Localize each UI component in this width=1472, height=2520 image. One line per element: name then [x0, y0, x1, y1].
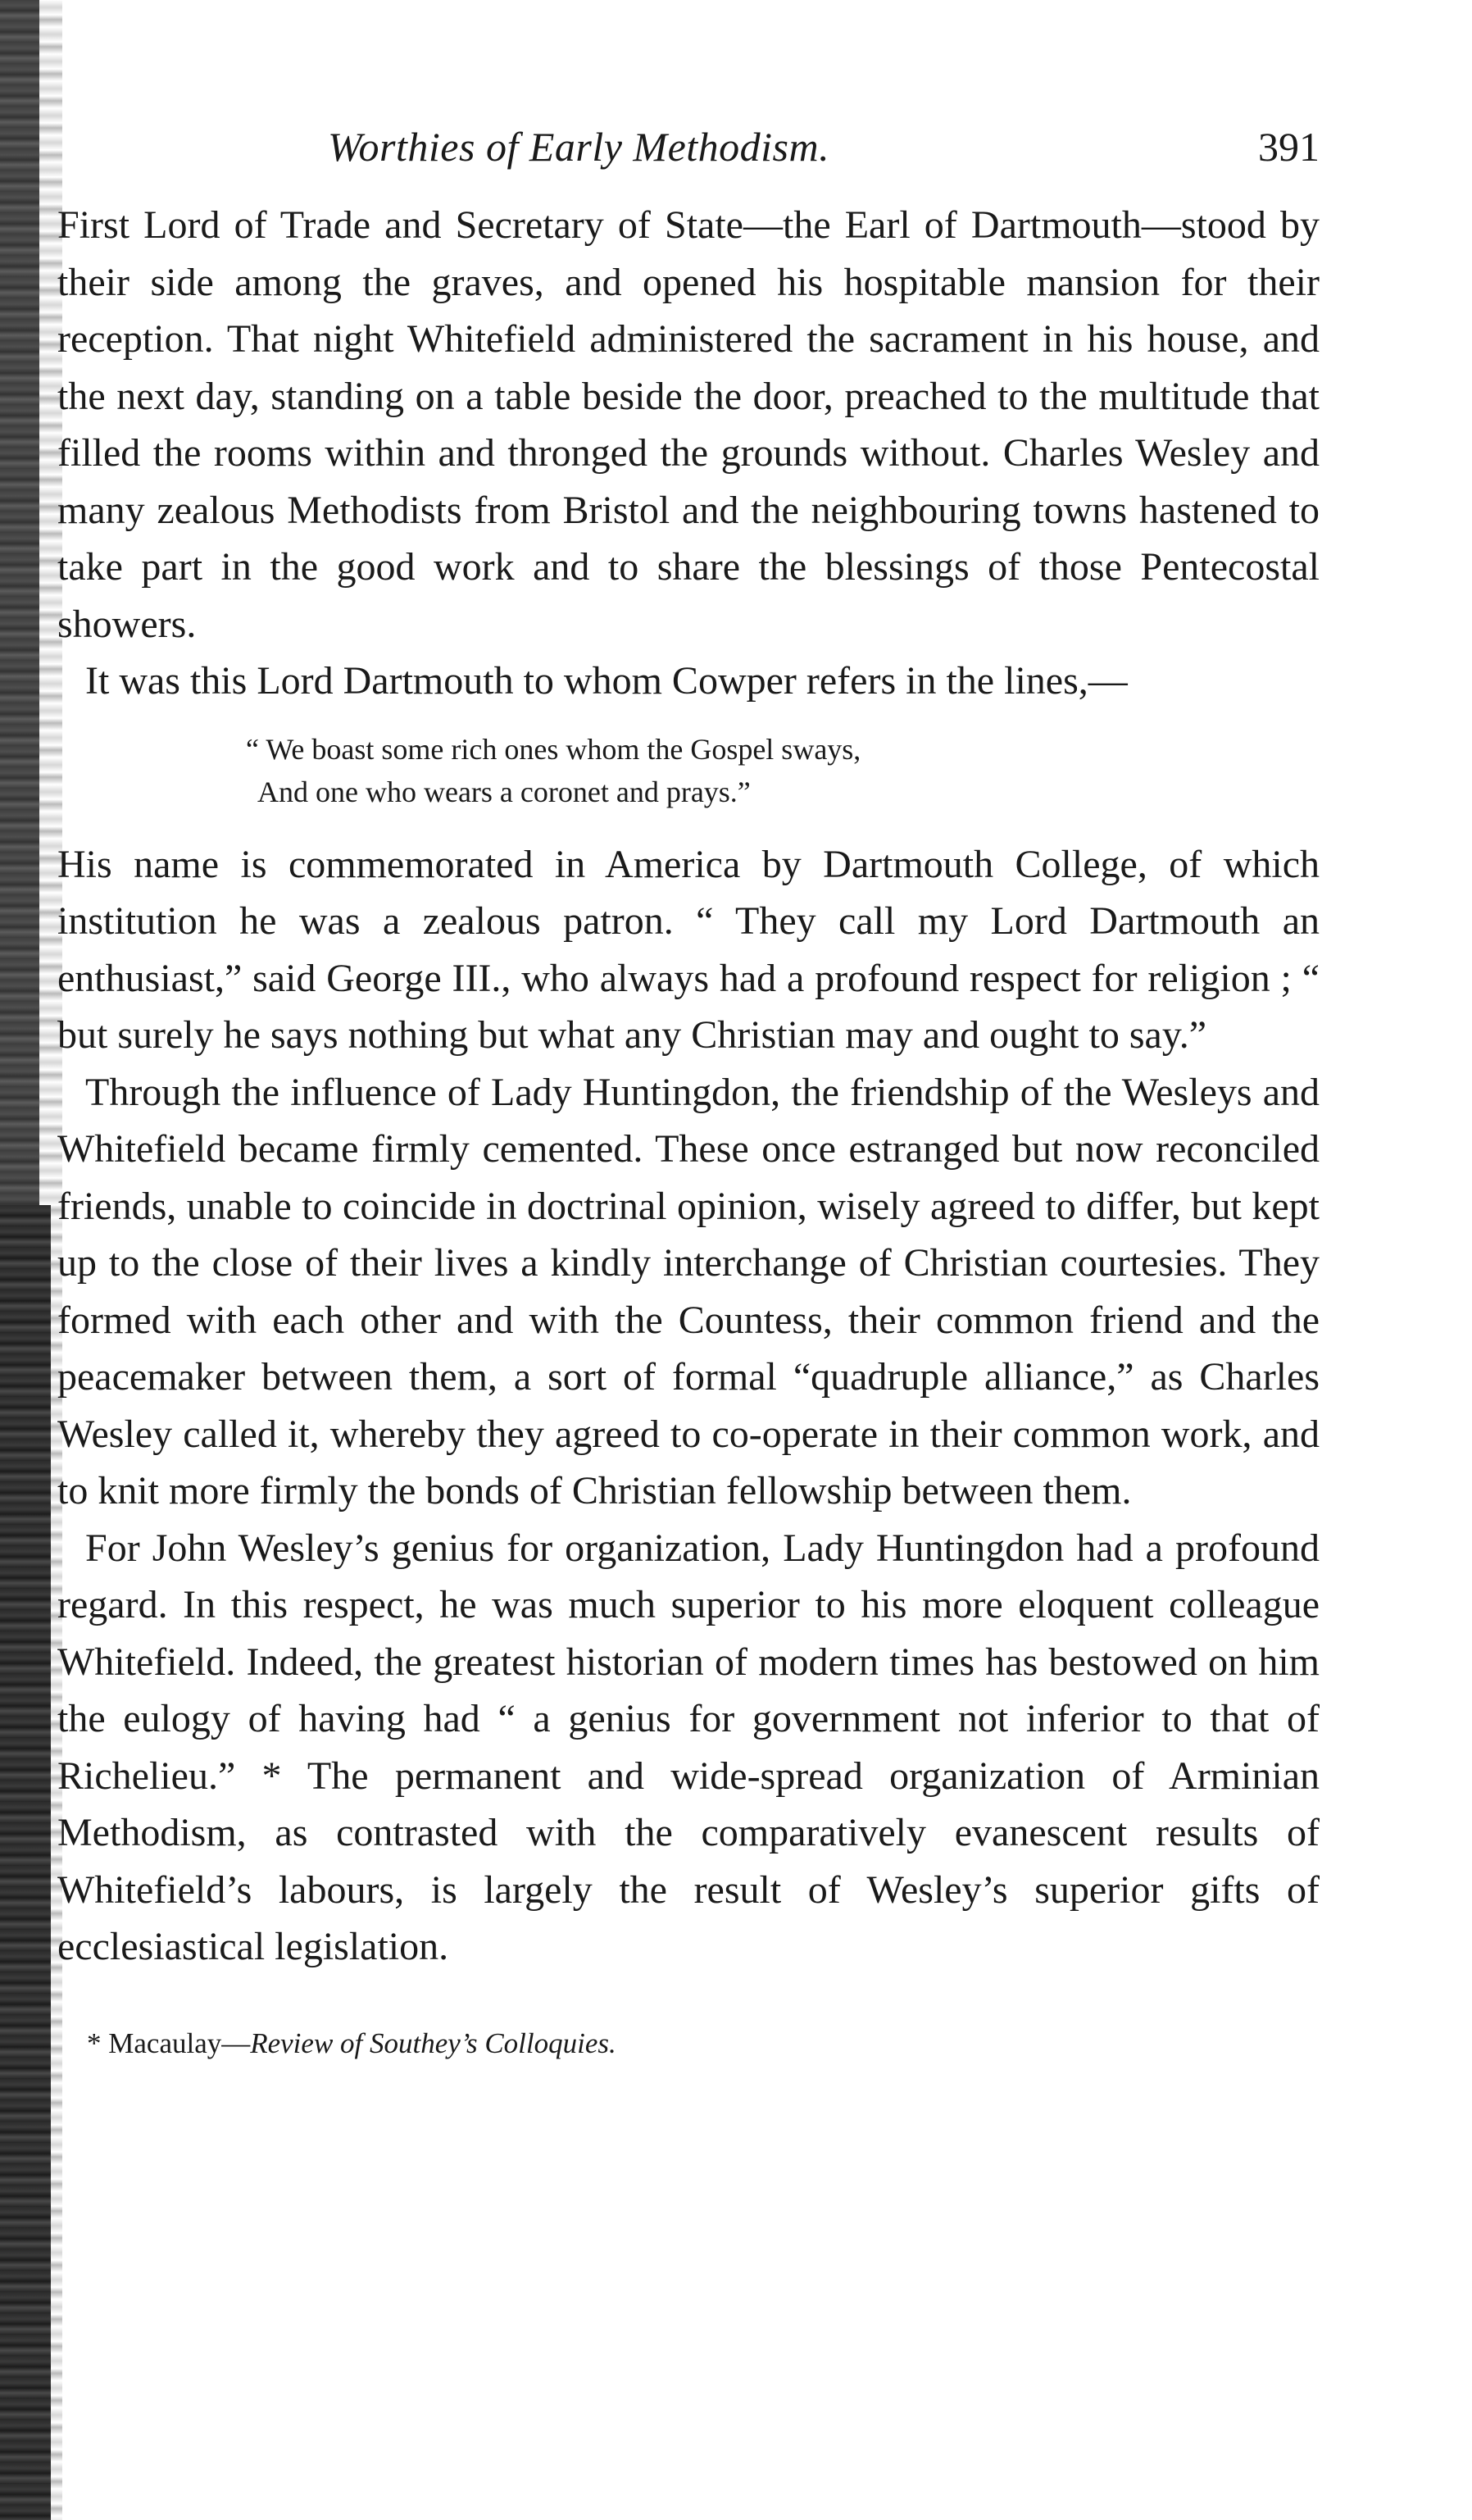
- verse-line-1: “ We boast some rich ones whom the Gospel sways,: [246, 732, 861, 766]
- page-header: [57, 123, 1320, 197]
- cowper-verse-quote: [57, 728, 1320, 813]
- paragraph-wesley-organization: For John Wesley’s genius for organization, Lady Huntingdon had a profound regard. In this respect, he was much superior to his more eloquent colleague Whitefield. Indeed, the greatest historian of modern times has bestowed on him the eulogy of having had “ a genius for government not inferior to that of Richelieu.” * The permanent and wide-spread organization of Arminian Methodism, as contrasted with the comparatively evanescent results of Whitefield’s labours, is largely the result of Wesley’s superior gifts of ecclesiastical legislation.: [57, 1526, 1320, 1968]
- paragraph-quadruple-alliance: Through the influence of Lady Huntingdon, the friendship of the Wesleys and Whitefield became firmly cemented. These once estranged but now reconciled friends, unable to coincide in doctrinal opinion, wisely agreed to differ, but kept up to the close of their lives a kindly interchange of Christian courtesies. They formed with each other and with the Countess, their common friend and the peacemaker between them, a sort of formal “quadruple alliance,” as Charles Wesley called it, whereby they agreed to co-operate in their common work, and to knit more firmly the bonds of Christian fellowship between them.: [57, 1070, 1320, 1512]
- paragraph-cowper-intro: It was this Lord Dartmouth to whom Cowper refers in the lines,—: [85, 659, 1128, 703]
- verse-line-2: And one who wears a coronet and prays.”: [257, 775, 751, 808]
- paragraph-dartmouth-mansion: First Lord of Trade and Secretary of State—the Earl of Dartmouth—stood by their side among the graves, and opened his hospitable mansion for their reception. That night Whitefield administered the sacrament in his house, and the next day, standing on a table beside the door, preached to the multitude that filled the rooms within and thronged the grounds without. Charles Wesley and many zealous Methodists from Bristol and the neighbouring towns hastened to take part in the good work and to share the blessings of those Pentecostal showers.: [57, 203, 1320, 646]
- footnote-work-title: Review of Southey’s Colloquies.: [250, 2026, 616, 2059]
- footnote-marker: *: [87, 2026, 102, 2059]
- page-number: 391: [1258, 124, 1320, 170]
- paragraph-dartmouth-college: His name is commemorated in America by Dartmouth College, of which institution he was a zealous patron. “ They call my Lord Dartmouth an enthusiast,” said George III., who always had a profound respect for religion ; “ but surely he says nothing but what any Christian may and ought to say.”: [57, 842, 1320, 1057]
- binding-edge-lower-shadow: [0, 1205, 51, 2520]
- book-page: [57, 123, 1320, 2063]
- running-title: Worthies of Early Methodism.: [328, 124, 830, 170]
- body-text: [57, 197, 1320, 1976]
- footnote: [57, 2025, 1320, 2063]
- footnote-author: Macaulay—: [108, 2026, 251, 2059]
